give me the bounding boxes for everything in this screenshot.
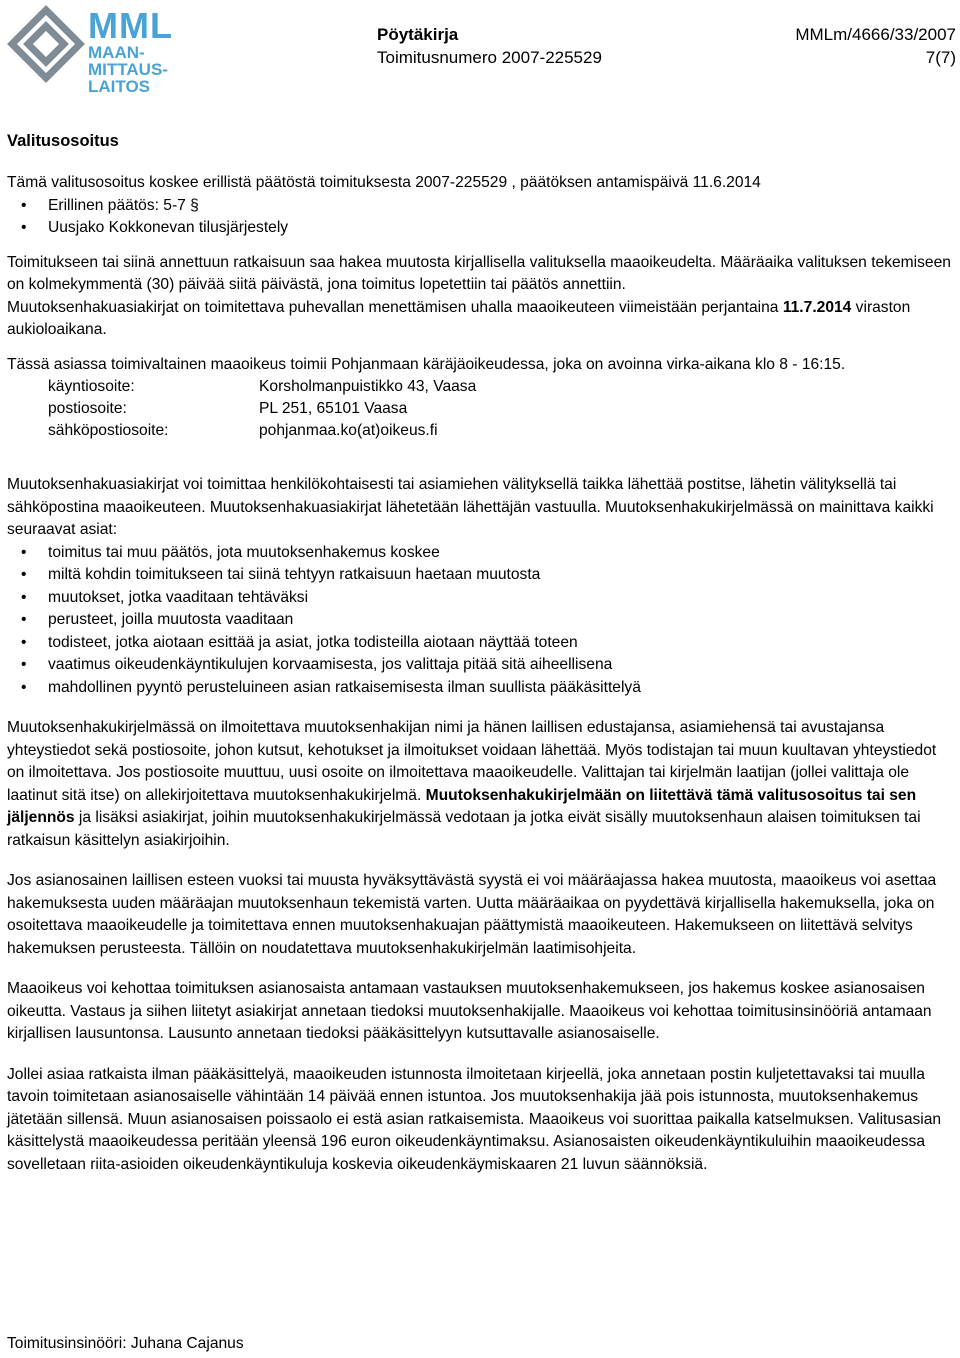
list-item: • todisteet, jotka aiotaan esittää ja asiat, jotka todisteilla aiotaan näyttää toteen bbox=[7, 632, 955, 655]
toimitusnumero: Toimitusnumero 2007-225529 bbox=[377, 48, 602, 67]
list-item: • toimitus tai muu päätös, jota muutoksenhakemus koskee bbox=[7, 542, 955, 565]
new-deadline-paragraph: Jos asianosainen laillisen esteen vuoksi tai muusta hyväksyttävästä syystä ei voi määräajassa hakea muutosta, maaoikeus voi asettaa hakemuksesta uuden määräajan muutoksenhaun tekemistä varten. Uutta määräaikaa on pyydettävä kirjallisella hakemuksella, joka on osoitettava maaoikeudelle ja toimitettava ennen muutoksenhakuajan päättymistä maaoikeuteen. Hakemukseen on liitettävä selvitys hakemuksen perusteesta. Tällöin on noudatettava muutoksenhakukirjelmän laatimisohjeita. bbox=[7, 872, 937, 957]
signature: Toimitusinsinööri: Juhana Cajanus bbox=[7, 1335, 244, 1352]
address-label: käyntiosoite: bbox=[48, 378, 135, 395]
logo-wordmark bbox=[88, 5, 173, 96]
intro-list bbox=[7, 195, 955, 240]
submission-text-end: viraston aukioloaikana. bbox=[7, 298, 911, 338]
attachment-requirement: Muutoksenhakukirjelmään on liitettävä tämä valitusosoitus tai sen jäljennös bbox=[7, 786, 917, 826]
hearing-paragraph: Jollei asiaa ratkaista ilman pääkäsittelyä, maaoikeuden istunnosta ilmoitetaan kirjeellä, joka annetaan postin kuljetettavaksi tai muulla tavoin toimitetaan asianosaiselle vähintään 14 päivää ennen istuntoa. Jos muutoksenhakija jää pois istunnosta, muutoksenhakemus jätetään sillensä. Muun asianosaisen poissaolo ei estä asian ratkaisemista. Maaoikeus voi suorittaa paikalla katselmuksen. Valitusasian käsittelystä maaoikeudessa peritään yleensä 196 euron oikeudenkäyntimaksu. Asianosaisten oikeudenkäyntikuluihin maaoikeudessa sovelletaan riita-asioiden oikeudenkäyntikuluja koskevia oikeudenkäymiskaaren 21 luvun säännöksiä. bbox=[7, 1065, 942, 1173]
attachment-text: ja lisäksi asiakirjat, joihin muutoksenhakukirjelmässä vedotaan ja jotka eivät sisälly muutoksenhaun alaisen toimituksen tai ratkaisun käsittelyn asiakirjoihin. bbox=[7, 809, 921, 849]
document-type: Pöytäkirja bbox=[377, 25, 459, 44]
court-paragraph: Tässä asiassa toimivaltainen maaoikeus toimii Pohjanmaan käräjäoikeudessa, joka on avoinna virka-aikana klo 8 - 16:15. bbox=[7, 355, 846, 373]
contact-info-paragraph bbox=[7, 717, 955, 852]
address-label: postiosoite: bbox=[48, 400, 127, 417]
submission-date: 11.7.2014 bbox=[782, 298, 852, 316]
address-value: Korsholmanpuistikko 43, Vaasa bbox=[259, 378, 477, 395]
response-paragraph: Maaoikeus voi kehottaa toimituksen asianosaista antamaan vastauksen muutoksenhakemukseen, jos hakemus koskee asianosaisen oikeutta. Vastaus ja siihen liitetyt asiakirjat annetaan tiedoksi muutoksenhakijalle. Maaoikeus voi kehottaa toimitusinsinööriä antamaan kirjallisen lausuntonsa. Lausunto annetaan tiedoksi pääkäsittelyyn kutsuttavalle asianosaiselle. bbox=[7, 980, 932, 1042]
address-label: sähköpostiosoite: bbox=[48, 422, 169, 439]
mml-logo-mark-icon bbox=[6, 4, 86, 90]
list-item: • Erillinen päätös: 5-7 § bbox=[7, 195, 955, 218]
mml-logo bbox=[6, 4, 176, 96]
submission-deadline-paragraph bbox=[7, 297, 955, 342]
address-value: PL 251, 65101 Vaasa bbox=[259, 400, 408, 417]
document-number: MMLm/4666/33/2007 bbox=[795, 25, 956, 44]
document-body bbox=[7, 130, 955, 1176]
intro-text: Tämä valitusosoitus koskee erillistä päätöstä toimituksesta 2007-225529 , päätöksen antamispäivä 11.6.2014 bbox=[7, 174, 761, 191]
appeal-deadline-paragraph: Toimitukseen tai siinä annettuun ratkaisuun saa hakea muutosta kirjallisella valituksella maaoikeudelta. Määräaika valituksen tekemiseen on kolmekymmentä (30) päivää siitä päivästä, jona toimitus lopetettiin tai päätös annettiin. bbox=[7, 253, 951, 293]
list-item: • mahdollinen pyyntö perusteluineen asian ratkaisemisesta ilman suullista pääkäsittelyä bbox=[7, 677, 955, 700]
submission-text: Muutoksenhakuasiakirjat on toimitettava puhevallan menettämisen uhalla maaoikeuteen viimeistään perjantaina bbox=[7, 298, 779, 316]
section-title: Valitusosoitus bbox=[7, 132, 119, 150]
logo-line-1: MML bbox=[88, 5, 173, 46]
logo-line-2: MAAN- bbox=[88, 43, 145, 62]
list-item: • vaatimus oikeudenkäyntikulujen korvaamisesta, jos valittaja pitää sitä aiheellisena bbox=[7, 654, 955, 677]
address-value: pohjanmaa.ko(at)oikeus.fi bbox=[259, 422, 438, 439]
submission-methods-paragraph: Muutoksenhakuasiakirjat voi toimittaa henkilökohtaisesti tai asiamiehen välityksellä taikka lähettää postitse, lähetin välityksellä tai sähköpostina maaoikeuteen. Muutoksenhakuasiakirjat lähetetään lähettäjän vastuulla. Muutoksenhakukirjelmässä on mainittava kaikki seuraavat asiat: bbox=[7, 476, 934, 538]
logo-line-3: MITTAUS- bbox=[88, 60, 168, 79]
list-item: • Uusjako Kokkonevan tilusjärjestely bbox=[7, 217, 955, 240]
requirements-list bbox=[7, 542, 955, 700]
page-number: 7(7) bbox=[925, 48, 956, 67]
court-address bbox=[7, 376, 955, 442]
list-item: • perusteet, joilla muutosta vaaditaan bbox=[7, 609, 955, 632]
list-item: • miltä kohdin toimitukseen tai siinä tehtyyn ratkaisuun haetaan muutosta bbox=[7, 564, 955, 587]
contact-info-text: Muutoksenhakukirjelmässä on ilmoitettava muutoksenhakijan nimi ja hänen laillisen edustajansa, asiamiehensä tai avustajansa yhteystiedot sekä postiosoite, johon kutsut, kehotukset ja ilmoitukset voidaan lähettää. Myös todistajan tai muun kuultavan yhteystiedot on ilmoitettava. Jos postiosoite muuttuu, uusi osoite on ilmoitettava maaoikeudelle. Valittajan tai kirjelmän laatijan (jollei valittaja ole laatinut sitä itse) on allekirjoitettava muutoksenhakukirjelmä. bbox=[7, 719, 937, 804]
list-item: • muutokset, jotka vaaditaan tehtäväksi bbox=[7, 587, 955, 610]
logo-line-4: LAITOS bbox=[88, 77, 151, 96]
